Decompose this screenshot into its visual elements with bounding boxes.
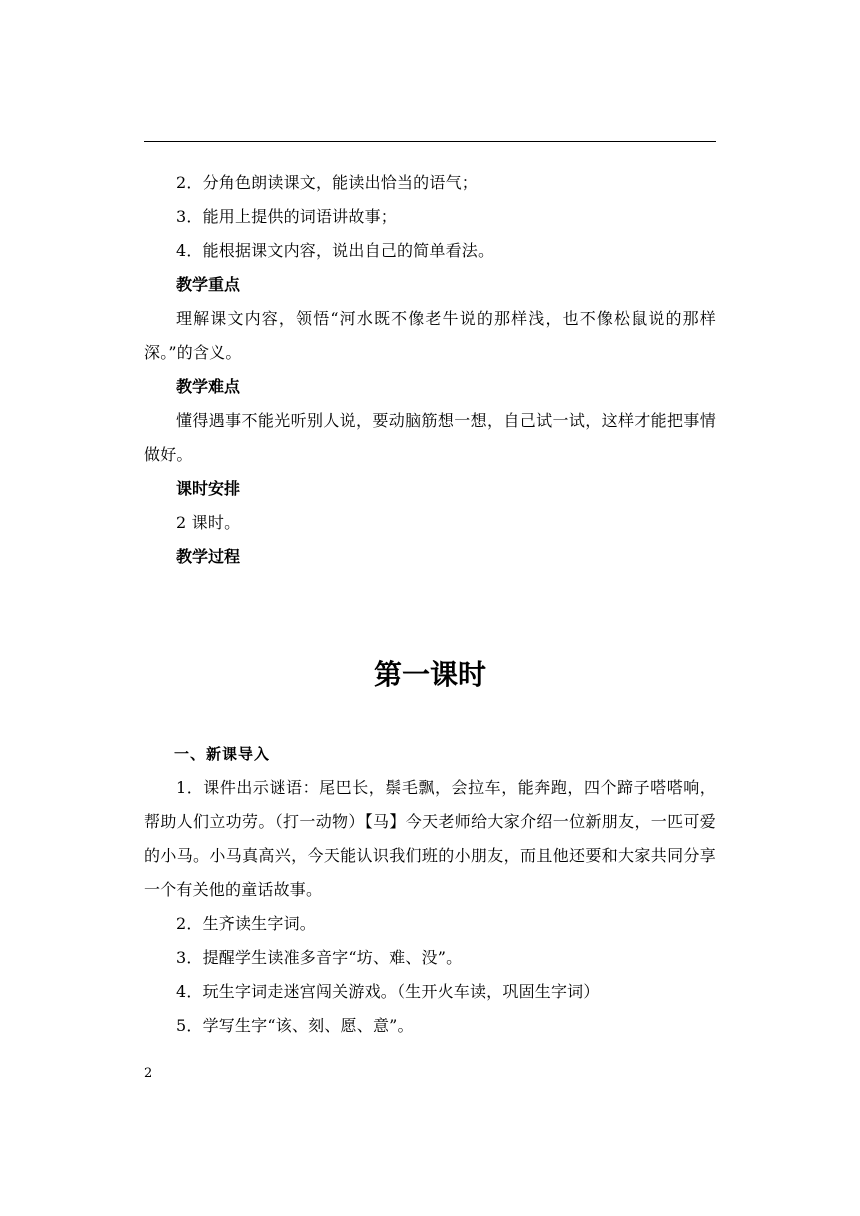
section-item: 4．玩生字词走迷宫闯关游戏。（生开火车读，巩固生字词） xyxy=(176,982,600,1001)
difficulty-text: 懂得遇事不能光听别人说，要动脑筋想一想，自己试一试，这样才能把事情做好。 xyxy=(144,411,716,464)
process-heading: 教学过程 xyxy=(176,547,241,566)
section-item: 2．生齐读生字词。 xyxy=(176,914,316,933)
section-heading: 一、新课导入 xyxy=(174,745,271,763)
page-body xyxy=(144,166,716,1035)
section-item: 5．学写生字“该、刻、愿、意”。 xyxy=(176,1016,414,1035)
goal-item: 3．能用上提供的词语讲故事； xyxy=(176,207,397,226)
header-rule xyxy=(144,141,716,142)
section-item: 3．提醒学生读准多音字“坊、难、没”。 xyxy=(176,948,463,967)
key-point-text: 理解课文内容，领悟“河水既不像老牛说的那样浅，也不像松鼠说的那样深。”的含义。 xyxy=(144,309,716,362)
difficulty-heading: 教学难点 xyxy=(176,377,241,396)
key-point-heading: 教学重点 xyxy=(176,275,241,294)
lesson-title: 第一课时 xyxy=(373,658,486,691)
goal-item: 2．分角色朗读课文，能读出恰当的语气； xyxy=(176,173,478,192)
schedule-text: 2 课时。 xyxy=(176,513,241,532)
schedule-heading: 课时安排 xyxy=(176,479,241,498)
section-intro xyxy=(144,737,716,1043)
goal-item: 4．能根据课文内容，说出自己的简单看法。 xyxy=(176,241,495,260)
page-number: 2 xyxy=(144,1066,153,1081)
section-item: 1．课件出示谜语：尾巴长，鬃毛飘，会拉车，能奔跑，四个蹄子嗒嗒响，帮助人们立功劳。（打一动物）【马】今天老师给大家介绍一位新朋友，一匹可爱的小马。小马真高兴，今天能认识我们班的小朋友，而且他还要和大家共同分享一个有关他的童话故事。 xyxy=(144,778,716,899)
